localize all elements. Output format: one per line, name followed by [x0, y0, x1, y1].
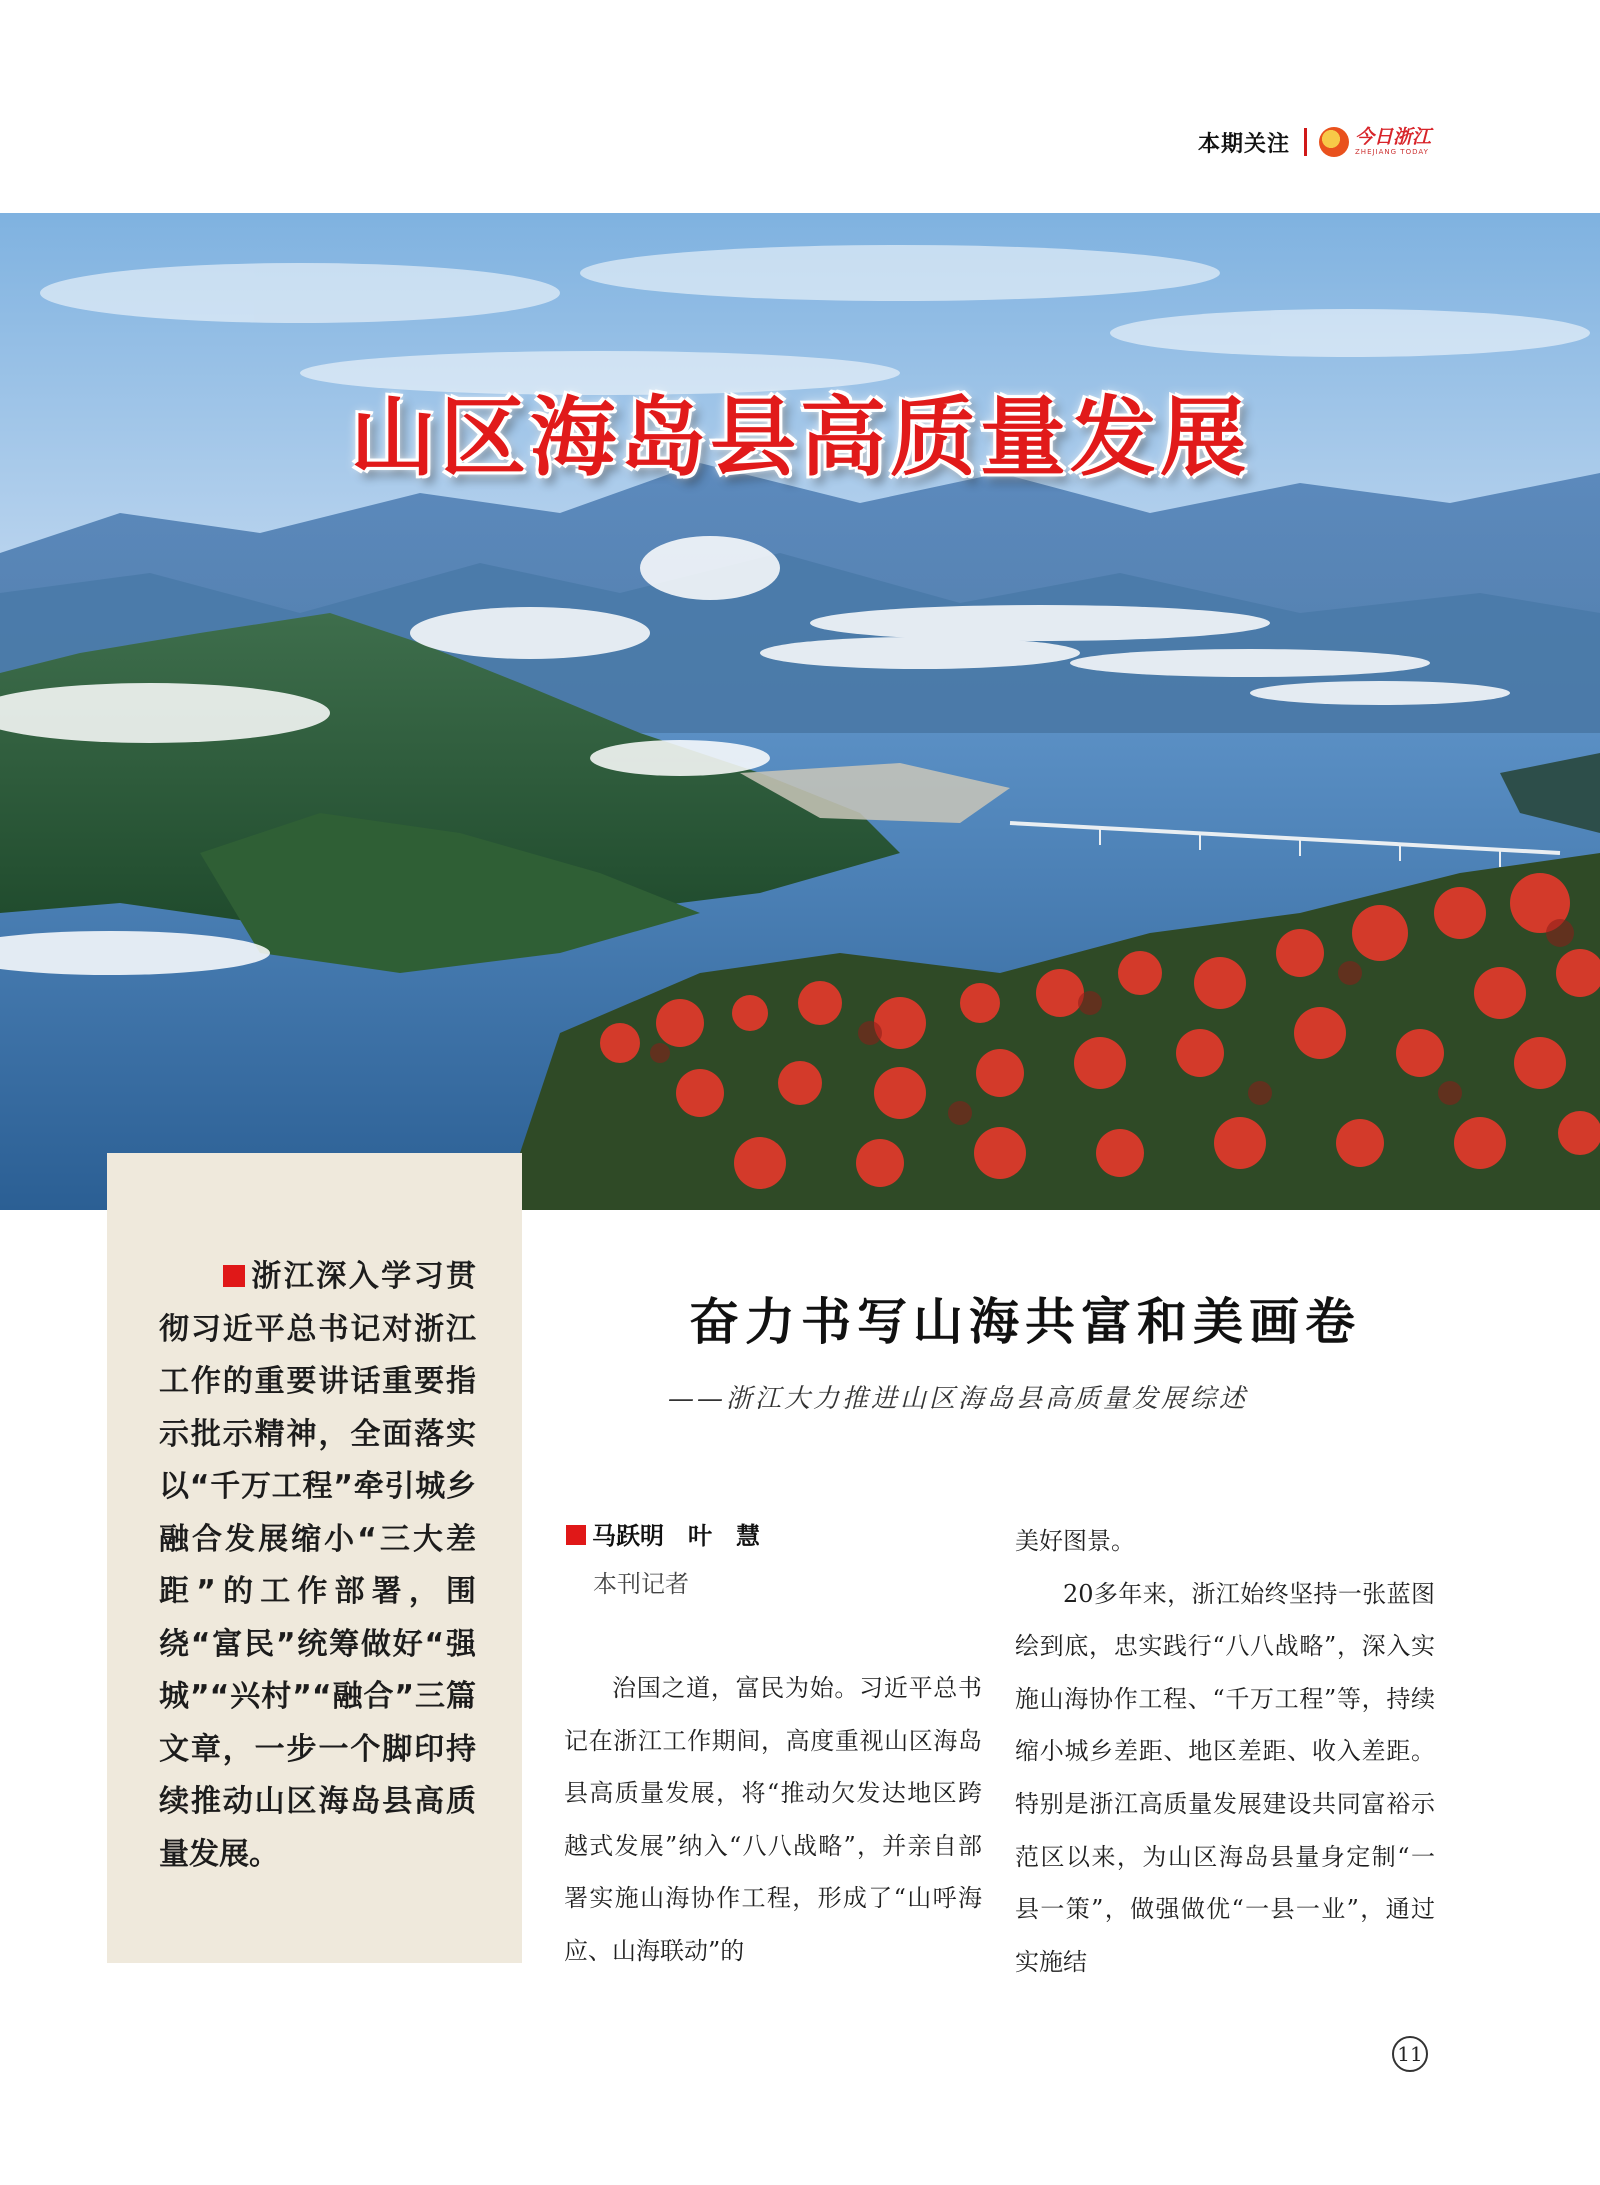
author-role: 本刊记者: [593, 1570, 689, 1598]
magazine-logo: [1319, 127, 1431, 157]
article-subhead: ——浙江大力推进山区海岛县高质量发展综述: [668, 1384, 1249, 1414]
section-label: 本期关注: [1198, 131, 1291, 157]
page-number: 11: [1392, 2036, 1428, 2072]
article-column-1: [564, 1662, 982, 1978]
byline: [566, 1516, 760, 1551]
logo-sun-icon: [1319, 127, 1349, 157]
hero-photo: [0, 213, 1600, 1210]
article-headline: 奋力书写山海共富和美画卷: [689, 1292, 1361, 1351]
author-names: 马跃明 叶 慧: [592, 1522, 760, 1550]
article-paragraph: 美好图景。: [1015, 1527, 1135, 1555]
red-square-icon: [566, 1525, 586, 1545]
summary-box: [107, 1153, 522, 1963]
article-column-2: [1015, 1515, 1435, 1988]
red-square-icon: [223, 1265, 245, 1287]
hero-title: 山区海岛县高质量发展: [350, 388, 1250, 488]
logo-en-text: ZHEJIANG TODAY: [1355, 148, 1429, 156]
logo-text: 今日浙江: [1355, 126, 1432, 148]
header-divider: [1304, 128, 1307, 156]
article-paragraph: 治国之道，富民为始。习近平总书记在浙江工作期间，高度重视山区海岛县高质量发展，将“推动欠发达地区跨越式发展”纳入“八八战略”，并亲自部署实施山海协作工程，形成了“山呼海应、山海联动”的: [564, 1674, 982, 1965]
summary-content: 浙江深入学习贯彻习近平总书记对浙江工作的重要讲话重要指示批示精神，全面落实以“千万工程”牵引城乡融合发展缩小“三大差距”的工作部署，围绕“富民”统筹做好“强城”“兴村”“融合”三篇文章，一步一个脚印持续推动山区海岛县高质量发展。: [159, 1259, 476, 1872]
summary-text: [159, 1251, 476, 1881]
article-paragraph: 20多年来，浙江始终坚持一张蓝图绘到底，忠实践行“八八战略”，深入实施山海协作工程、“千万工程”等，持续缩小城乡差距、地区差距、收入差距。特别是浙江高质量发展建设共同富裕示范区以来，为山区海岛县量身定制“一县一策”，做强做优“一县一业”，通过实施结: [1015, 1579, 1435, 1976]
landscape-image: [0, 213, 1600, 1210]
page-header: [1198, 122, 1431, 162]
